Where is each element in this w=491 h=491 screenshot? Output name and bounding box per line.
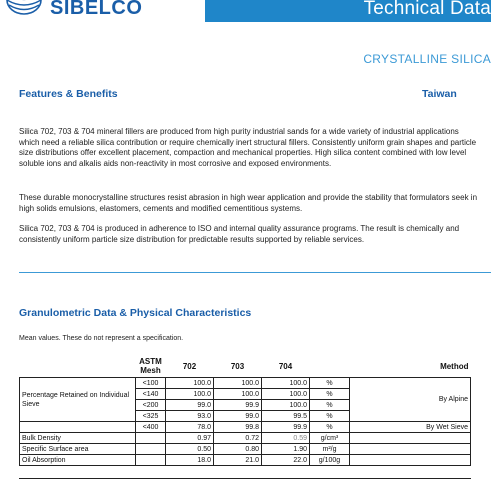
property-label: Specific Surface area: [20, 444, 136, 455]
table-bottom-divider: [19, 478, 471, 479]
value-cell: 0.50: [166, 444, 214, 455]
property-label: Bulk Density: [20, 433, 136, 444]
table-row: [20, 422, 471, 433]
value-cell: 78.0: [166, 422, 214, 433]
method-cell: By Alpine: [350, 378, 471, 422]
unit-cell: %: [310, 378, 350, 389]
mesh-column-header: ASTM Mesh: [139, 357, 162, 375]
features-paragraph: These durable monocrystalline structures resist abrasion in high wear application and provide the stability that formulators seek in high solids emulsions, elastomers, cements and modified cementitious systems.: [19, 193, 478, 213]
value-cell: 18.0: [166, 455, 214, 466]
value-cell: 99.9: [262, 422, 310, 433]
granulometric-table: [19, 355, 471, 466]
value-cell: 99.9: [214, 400, 262, 411]
unit-cell: %: [310, 389, 350, 400]
value-cell: 99.0: [166, 400, 214, 411]
region-label: Taiwan: [422, 88, 457, 100]
mean-values-note: Mean values. These do not represent a specification.: [19, 335, 184, 342]
value-cell: 100.0: [214, 389, 262, 400]
value-cell: 0.72: [214, 433, 262, 444]
mesh-cell: <200: [136, 400, 166, 411]
value-cell: 100.0: [262, 400, 310, 411]
section-divider: [19, 272, 491, 273]
unit-cell: g/100g: [310, 455, 350, 466]
mesh-cell: <100: [136, 378, 166, 389]
value-cell: 99.8: [214, 422, 262, 433]
value-cell: 100.0: [166, 378, 214, 389]
value-cell: 100.0: [166, 389, 214, 400]
value-cell: 0.97: [166, 433, 214, 444]
features-heading: Features & Benefits: [19, 88, 118, 100]
page-header: [0, 0, 491, 22]
granulometric-heading: Granulometric Data & Physical Characteristics: [19, 307, 252, 319]
sibelco-logo-text: SIBELCO: [50, 0, 143, 19]
value-cell: 99.5: [262, 411, 310, 422]
value-cell: 1.90: [262, 444, 310, 455]
features-paragraph: Silica 702, 703 & 704 mineral fillers are produced from high purity industrial sands for a wide variety of industrial applications which need a reliable silica contribution or require chemically inert structural fillers. Consistently uniform grain shapes and particle size distributions offer excellent placement, compaction and mechanical properties. High silica content combined with low level soluble ions and alkalis aids non-reactivity in most corrosive and exposed environments.: [19, 127, 477, 168]
mesh-cell: <400: [136, 422, 166, 433]
grade-704-header: 704: [278, 361, 293, 371]
method-cell: By Wet Sieve: [350, 422, 471, 433]
grade-703-header: 703: [230, 361, 245, 371]
table-row: [20, 455, 471, 466]
grade-702-header: 702: [182, 361, 197, 371]
value-cell: 100.0: [262, 389, 310, 400]
unit-cell: g/cm³: [310, 433, 350, 444]
table-row: [20, 378, 471, 389]
header-blue-band: [205, 0, 491, 22]
value-cell: 0.80: [214, 444, 262, 455]
features-paragraph: Silica 702, 703 & 704 is produced in adherence to ISO and internal quality assurance programs. The result is chemically and consistently uniform particle size distribution for predictable results supported by reliable services.: [19, 224, 460, 244]
value-cell: 0.59: [262, 433, 310, 444]
table-header-row: [20, 355, 471, 378]
value-cell: 100.0: [214, 378, 262, 389]
unit-cell: %: [310, 400, 350, 411]
unit-cell: %: [310, 411, 350, 422]
table-row: [20, 433, 471, 444]
property-label: Oil Absorption: [20, 455, 136, 466]
unit-cell: %: [310, 422, 350, 433]
value-cell: 100.0: [262, 378, 310, 389]
unit-cell: m²/g: [310, 444, 350, 455]
value-cell: 21.0: [214, 455, 262, 466]
sibelco-globe-icon: [4, 0, 44, 16]
table-row: [20, 444, 471, 455]
value-cell: 93.0: [166, 411, 214, 422]
product-subtitle: CRYSTALLINE SILICA: [363, 52, 491, 66]
value-cell: 22.0: [262, 455, 310, 466]
doc-type-title: Technical Data: [363, 0, 491, 19]
value-cell: 99.0: [214, 411, 262, 422]
mesh-cell: <325: [136, 411, 166, 422]
mesh-cell: <140: [136, 389, 166, 400]
sieve-row-label: Percentage Retained on Individual Sieve: [20, 378, 136, 422]
method-column-header: Method: [440, 361, 469, 371]
